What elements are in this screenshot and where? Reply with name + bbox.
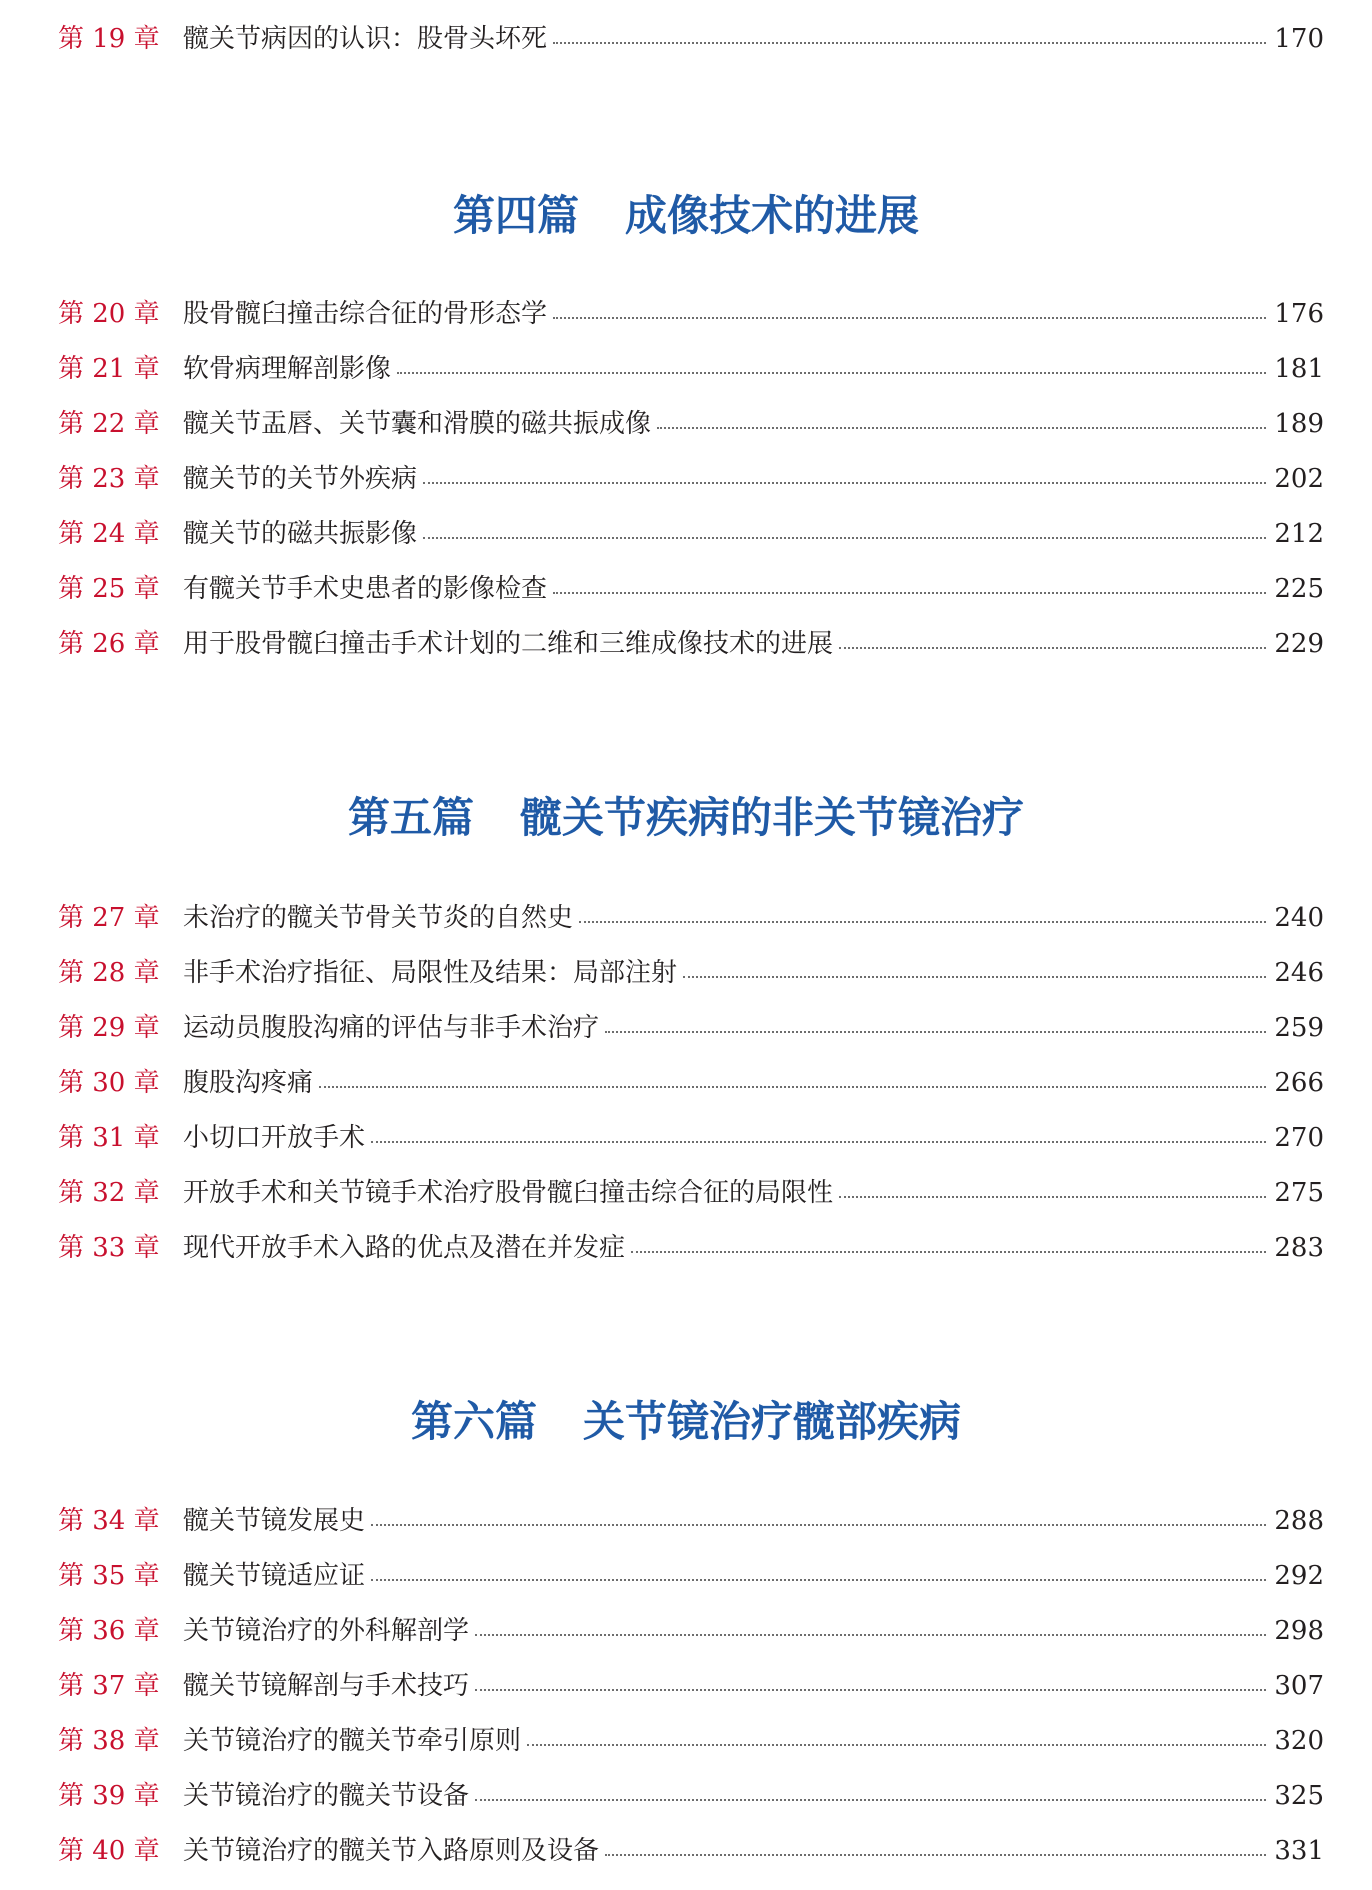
chapter-number: 第 22 章 — [58, 409, 160, 439]
part-number: 第五篇 — [347, 793, 474, 842]
chapter-title: 小切口开放手术 — [183, 1123, 366, 1153]
dot-leader — [839, 647, 1266, 649]
toc-entry[interactable] — [58, 568, 1324, 610]
part-heading — [0, 1394, 1372, 1450]
chapter-number: 第 21 章 — [58, 354, 160, 384]
dot-leader — [579, 921, 1266, 923]
page-number: 325 — [1274, 1781, 1324, 1811]
page-number: 189 — [1274, 409, 1324, 439]
chapter-title: 现代开放手术入路的优点及潜在并发症 — [183, 1233, 626, 1263]
toc-entry[interactable] — [58, 1227, 1324, 1269]
page-number: 259 — [1274, 1013, 1324, 1043]
chapter-title: 关节镜治疗的髋关节牵引原则 — [183, 1726, 522, 1756]
chapter-title: 髋关节镜解剖与手术技巧 — [183, 1671, 470, 1701]
chapter-title: 髋关节的关节外疾病 — [183, 464, 418, 494]
dot-leader — [553, 42, 1266, 44]
page-number: 266 — [1274, 1068, 1324, 1098]
dot-leader — [631, 1251, 1266, 1253]
part-number: 第六篇 — [410, 1397, 537, 1446]
chapter-number: 第 29 章 — [58, 1013, 160, 1043]
chapter-number: 第 26 章 — [58, 629, 160, 659]
chapter-number: 第 25 章 — [58, 574, 160, 604]
chapter-title: 有髋关节手术史患者的影像检查 — [183, 574, 548, 604]
page-number: 283 — [1274, 1233, 1324, 1263]
chapter-number: 第 27 章 — [58, 903, 160, 933]
chapter-title: 未治疗的髋关节骨关节炎的自然史 — [183, 903, 574, 933]
dot-leader — [397, 372, 1266, 374]
chapter-number: 第 36 章 — [58, 1616, 160, 1646]
page-number: 225 — [1274, 574, 1324, 604]
dot-leader — [657, 427, 1266, 429]
chapter-title: 关节镜治疗的髋关节入路原则及设备 — [183, 1836, 600, 1866]
chapter-number: 第 19 章 — [58, 24, 160, 54]
dot-leader — [553, 317, 1266, 319]
page-number: 229 — [1274, 629, 1324, 659]
dot-leader — [319, 1086, 1266, 1088]
chapter-number: 第 38 章 — [58, 1726, 160, 1756]
page-number: 275 — [1274, 1178, 1324, 1208]
toc-entry[interactable] — [58, 952, 1324, 994]
page-number: 240 — [1274, 903, 1324, 933]
chapter-number: 第 37 章 — [58, 1671, 160, 1701]
part-title: 髋关节疾病的非关节镜治疗 — [520, 793, 1025, 842]
page-number: 181 — [1274, 354, 1324, 384]
page-number: 331 — [1274, 1836, 1324, 1866]
toc-entry[interactable] — [58, 1500, 1324, 1542]
chapter-number: 第 28 章 — [58, 958, 160, 988]
page-number: 202 — [1274, 464, 1324, 494]
toc-entry[interactable] — [58, 348, 1324, 390]
chapter-title: 关节镜治疗的髋关节设备 — [183, 1781, 470, 1811]
dot-leader — [371, 1141, 1266, 1143]
chapter-title: 髋关节病因的认识：股骨头坏死 — [183, 24, 548, 54]
part-number: 第四篇 — [452, 191, 579, 240]
dot-leader — [475, 1799, 1266, 1801]
chapter-title: 髋关节的磁共振影像 — [183, 519, 418, 549]
dot-leader — [475, 1634, 1266, 1636]
toc-entry[interactable] — [58, 623, 1324, 665]
chapter-number: 第 33 章 — [58, 1233, 160, 1263]
toc-entry[interactable] — [58, 458, 1324, 500]
toc-entry[interactable] — [58, 1830, 1324, 1872]
dot-leader — [423, 482, 1266, 484]
page-number: 307 — [1274, 1671, 1324, 1701]
toc-entry[interactable] — [58, 1555, 1324, 1597]
page-number: 176 — [1274, 299, 1324, 329]
chapter-number: 第 20 章 — [58, 299, 160, 329]
dot-leader — [839, 1196, 1266, 1198]
toc-entry[interactable] — [58, 1062, 1324, 1104]
dot-leader — [553, 592, 1266, 594]
toc-entry[interactable] — [58, 293, 1324, 335]
part-heading — [0, 790, 1372, 846]
chapter-number: 第 30 章 — [58, 1068, 160, 1098]
chapter-number: 第 23 章 — [58, 464, 160, 494]
dot-leader — [605, 1031, 1266, 1033]
dot-leader — [475, 1689, 1266, 1691]
toc-entry[interactable] — [58, 1117, 1324, 1159]
toc-entry[interactable] — [58, 897, 1324, 939]
toc-entry[interactable] — [58, 18, 1324, 60]
chapter-title: 髋关节镜适应证 — [183, 1561, 366, 1591]
chapter-title: 股骨髋臼撞击综合征的骨形态学 — [183, 299, 548, 329]
chapter-number: 第 34 章 — [58, 1506, 160, 1536]
toc-entry[interactable] — [58, 1720, 1324, 1762]
toc-entry[interactable] — [58, 1007, 1324, 1049]
page-number: 270 — [1274, 1123, 1324, 1153]
page-number: 246 — [1274, 958, 1324, 988]
part-title: 关节镜治疗髋部疾病 — [583, 1397, 962, 1446]
page-number: 320 — [1274, 1726, 1324, 1756]
dot-leader — [527, 1744, 1266, 1746]
chapter-title: 非手术治疗指征、局限性及结果：局部注射 — [183, 958, 678, 988]
page-number: 298 — [1274, 1616, 1324, 1646]
toc-entry[interactable] — [58, 1665, 1324, 1707]
chapter-number: 第 35 章 — [58, 1561, 160, 1591]
chapter-title: 关节镜治疗的外科解剖学 — [183, 1616, 470, 1646]
chapter-number: 第 32 章 — [58, 1178, 160, 1208]
chapter-title: 运动员腹股沟痛的评估与非手术治疗 — [183, 1013, 600, 1043]
toc-entry[interactable] — [58, 1172, 1324, 1214]
chapter-title: 软骨病理解剖影像 — [183, 354, 392, 384]
part-heading — [0, 188, 1372, 244]
chapter-number: 第 31 章 — [58, 1123, 160, 1153]
dot-leader — [605, 1854, 1266, 1856]
dot-leader — [371, 1579, 1266, 1581]
page-number: 170 — [1274, 24, 1324, 54]
chapter-number: 第 24 章 — [58, 519, 160, 549]
chapter-number: 第 39 章 — [58, 1781, 160, 1811]
dot-leader — [683, 976, 1266, 978]
toc-entry[interactable] — [58, 1775, 1324, 1817]
chapter-number: 第 40 章 — [58, 1836, 160, 1866]
dot-leader — [423, 537, 1266, 539]
page-number: 288 — [1274, 1506, 1324, 1536]
page-number: 292 — [1274, 1561, 1324, 1591]
chapter-title: 腹股沟疼痛 — [183, 1068, 314, 1098]
toc-entry[interactable] — [58, 513, 1324, 555]
toc-entry[interactable] — [58, 1610, 1324, 1652]
chapter-title: 开放手术和关节镜手术治疗股骨髋臼撞击综合征的局限性 — [183, 1178, 834, 1208]
chapter-title: 髋关节盂唇、关节囊和滑膜的磁共振成像 — [183, 409, 652, 439]
chapter-title: 髋关节镜发展史 — [183, 1506, 366, 1536]
part-title: 成像技术的进展 — [625, 191, 920, 240]
dot-leader — [371, 1524, 1266, 1526]
chapter-title: 用于股骨髋臼撞击手术计划的二维和三维成像技术的进展 — [183, 629, 834, 659]
toc-entry[interactable] — [58, 403, 1324, 445]
page-number: 212 — [1274, 519, 1324, 549]
